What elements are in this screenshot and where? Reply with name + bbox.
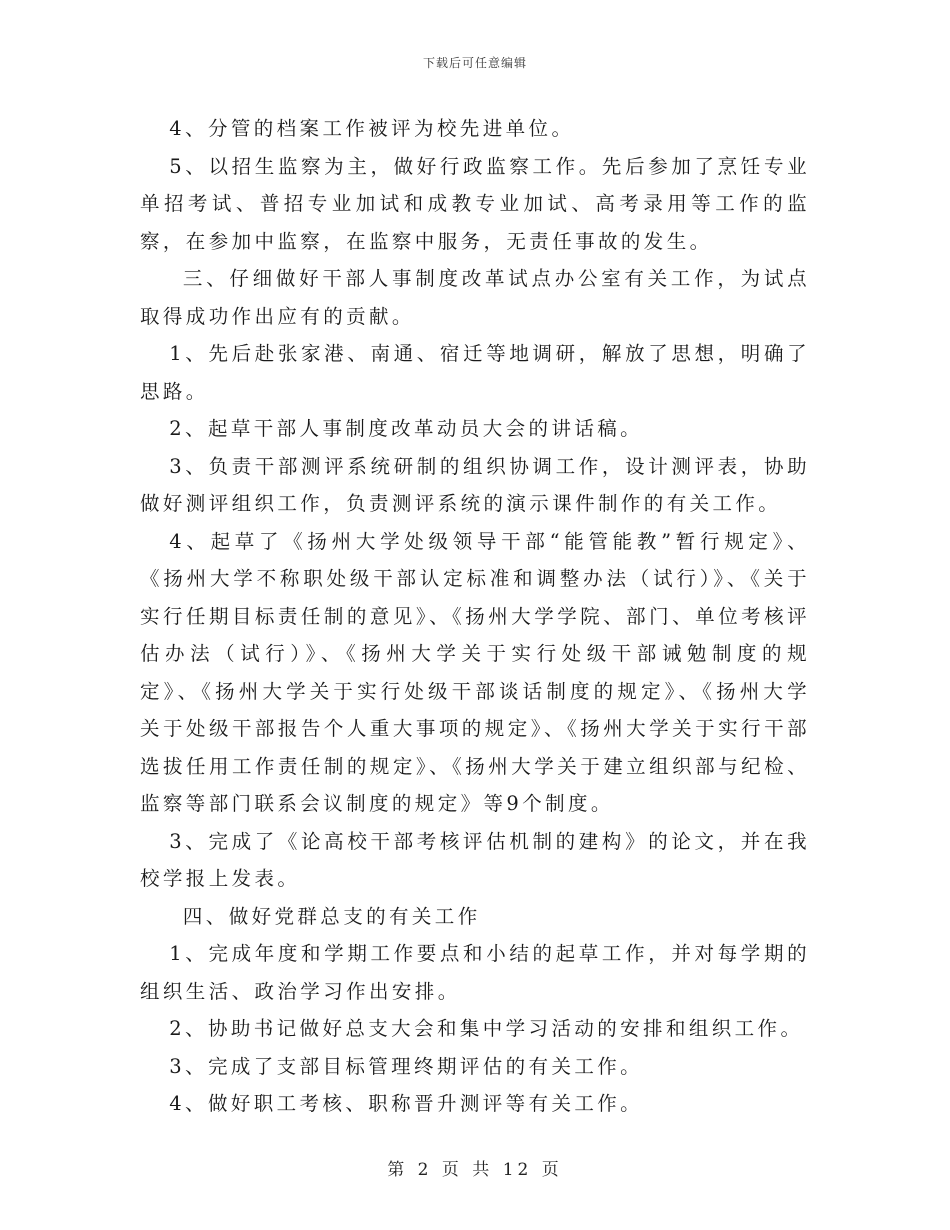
paragraph-item-2-draft-speech: 2、起草干部人事制度改革动员大会的讲话稿。 [169, 417, 644, 440]
paragraph-item-2-assist-secretary: 2、协助书记做好总支大会和集中学习活动的安排和组织工作。 [169, 1017, 804, 1040]
paragraph-item-1-work-plan: 1、完成年度和学期工作要点和小结的起草工作，并对每学期的组织生活、政治学习作出安排。 [140, 942, 810, 1003]
section-heading-four: 四、做好党群总支的有关工作 [182, 904, 481, 928]
paragraph-item-4-archive: 4、分管的档案工作被评为校先进单位。 [169, 117, 575, 140]
paragraph-item-4-staff-assessment: 4、做好职工考核、职称晋升测评等有关工作。 [169, 1092, 644, 1115]
document-body [140, 110, 810, 1123]
paragraph-item-5-supervision: 5、以招生监察为主，做好行政监察工作。先后参加了烹饪专业单招考试、普招专业加试和成教专业加试、高考录用等工作的监察，在参加中监察，在监察中服务，无责任事故的发生。 [140, 154, 810, 253]
paragraph-item-4-regulations: 4、起草了《扬州大学处级领导干部“能管能教”暂行规定》、《扬州大学不称职处级干部认定标准和调整办法（试行）》、《关于实行任期目标责任制的意见》、《扬州大学学院、部门、单位考核评估办法（试行）》、《扬州大学关于实行处级干部诫勉制度的规定》、《扬州大学关于实行处级干部谈话制度的规定》、《扬州大学关于处级干部报告个人重大事项的规定》、《扬州大学关于实行干部选拔任用工作责任制的规定》、《扬州大学关于建立组织部与纪检、监察等部门联系会议制度的规定》等9个制度。 [140, 529, 810, 815]
paragraph-item-3-target-management: 3、完成了支部目标管理终期评估的有关工作。 [169, 1054, 644, 1078]
paragraph-item-3-evaluation-system: 3、负责干部测评系统研制的组织协调工作，设计测评表，协助做好测评组织工作，负责测评系统的演示课件制作的有关工作。 [140, 454, 810, 515]
paragraph-item-1-research: 1、先后赴张家港、南通、宿迁等地调研，解放了思想，明确了思路。 [140, 342, 810, 403]
section-heading-three: 三、仔细做好干部人事制度改革试点办公室有关工作，为试点取得成功作出应有的贡献。 [140, 267, 810, 328]
page-number-footer: 第 2 页 共 12 页 [387, 1160, 563, 1180]
page-header: 下载后可任意编辑 [422, 56, 527, 70]
paragraph-item-3-paper: 3、完成了《论高校干部考核评估机制的建构》的论文，并在我校学报上发表。 [140, 829, 810, 890]
